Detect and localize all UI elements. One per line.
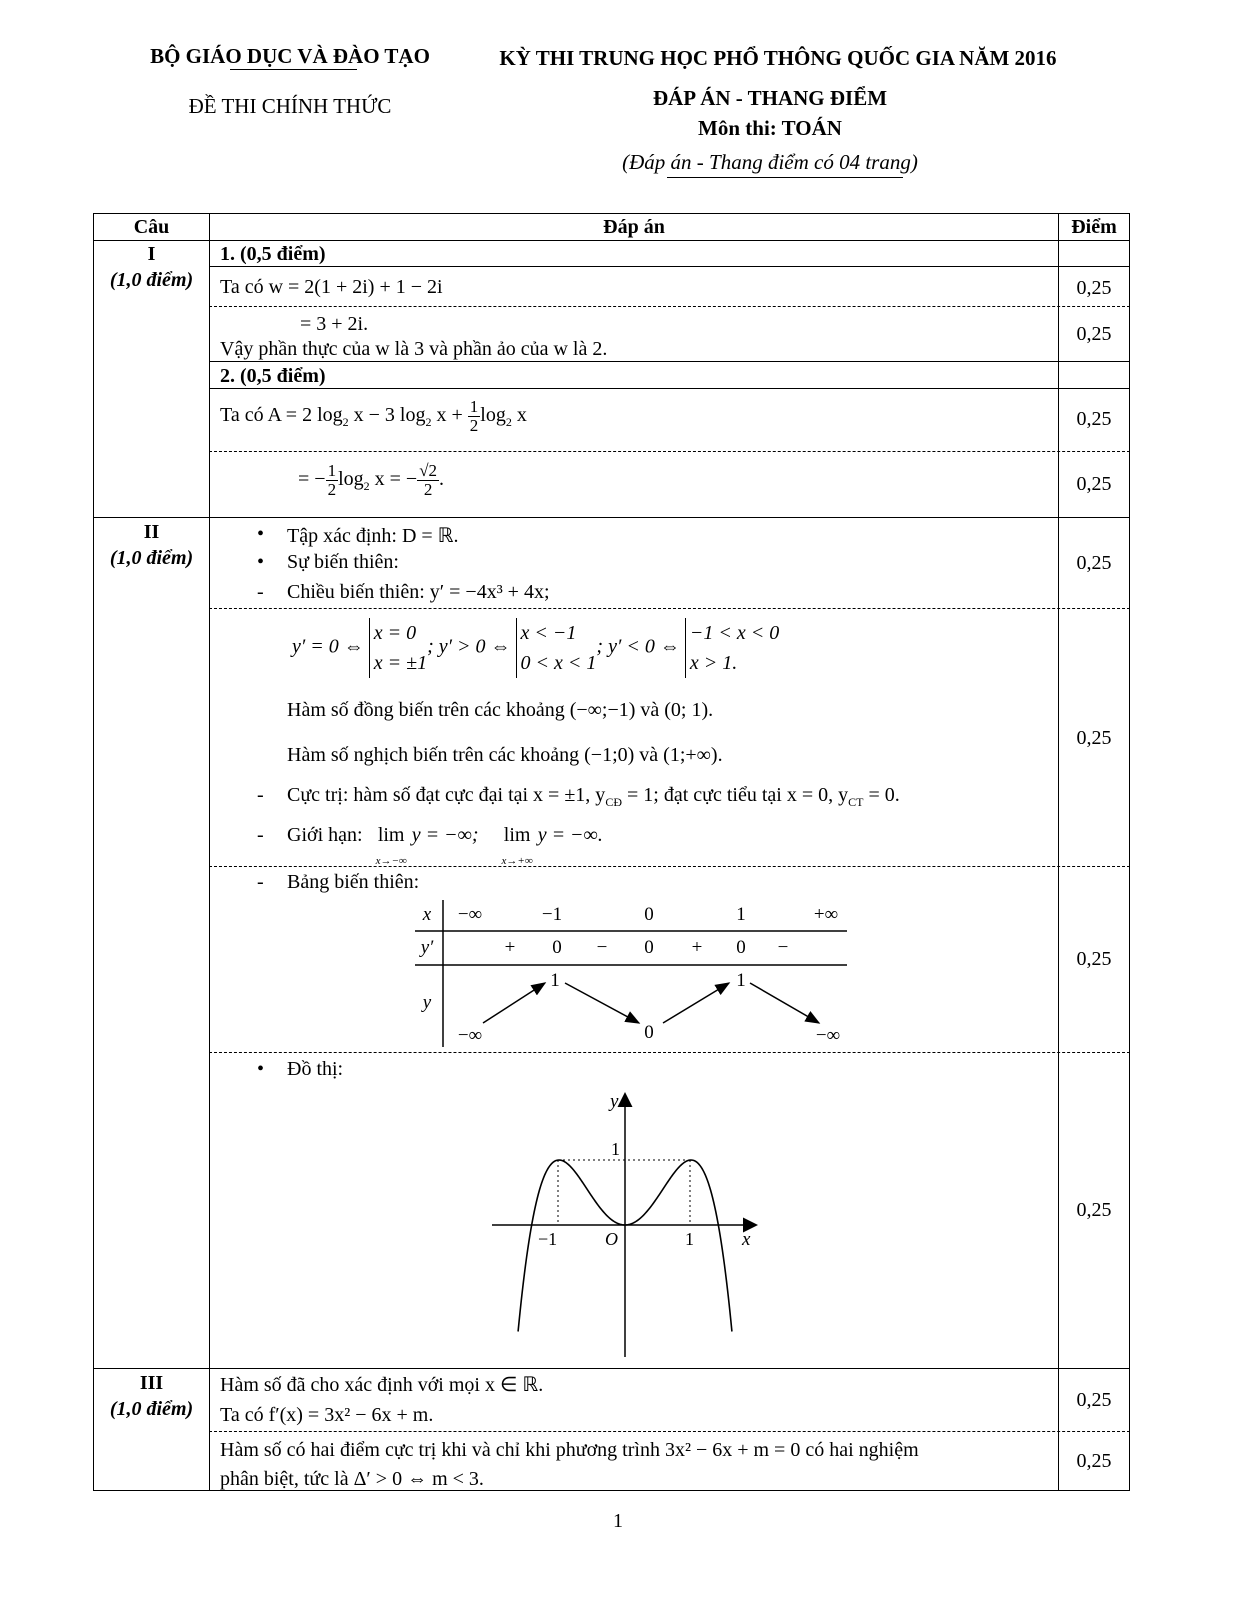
part1-line (209, 266, 1130, 267)
score-cell: 0,25 (1076, 948, 1112, 970)
q1-row1: Ta có w = 2(1 + 2i) + 1 − 2i (220, 276, 443, 298)
q3-row1b: Ta có f′(x) = 3x² − 6x + m. (220, 1404, 434, 1426)
score-cell: 0,25 (1076, 277, 1112, 299)
col-header-dapan: Đáp án (603, 216, 665, 238)
vt-y-value: 0 (644, 1022, 654, 1043)
score-cell: 0,25 (1076, 323, 1112, 345)
table-border-col2 (1058, 213, 1059, 1491)
table-top-line (93, 213, 1130, 214)
vt-yp-values (505, 937, 789, 958)
score-cell: 0,25 (1076, 473, 1112, 495)
q2-limits: - Giới hạn: lim x→−∞ y = −∞; lim x→+∞ y = −∞. (287, 824, 603, 870)
case-brace: −1 < x < 0 x > 1. (685, 618, 779, 678)
q2-extrema: - Cực trị: hàm số đạt cực đại tại x = ±1, $y_{CĐ} = 1$; đạt cực tiểu tại x = 0, $y_{CT} = 0$. (287, 784, 900, 810)
dashed-line (209, 1431, 1130, 1432)
part2-line (209, 388, 1130, 389)
vt-x-value: 1 (736, 904, 746, 925)
q2-direction: - Chiều biến thiên: y′ = −4x³ + 4x; (287, 581, 550, 604)
q3-row2a: Hàm số có hai điểm cực trị khi và chỉ khi phương trình 3x² − 6x + m = 0 có hai nghiệm (220, 1439, 919, 1461)
variation-table (405, 895, 855, 1050)
q2-graph-label: • Đồ thị: (287, 1058, 343, 1081)
page-note: (Đáp án - Thang điểm có 04 trang) (622, 150, 918, 174)
vt-y-values (458, 970, 840, 1046)
case-brace: x < −1 0 < x < 1 (516, 618, 597, 678)
vt-yp-value: − (777, 937, 789, 958)
exam-title: KỲ THI TRUNG HỌC PHỔ THÔNG QUỐC GIA NĂM 2016 (499, 46, 1057, 70)
tick-label-y1: 1 (611, 1139, 620, 1159)
vt-label-yp: y′ (420, 937, 434, 958)
table-border-col1 (209, 213, 210, 1491)
q2-decreasing: Hàm số nghịch biến trên các khoảng (−1;0) và (1;+∞). (287, 744, 723, 766)
table-border-left (93, 213, 94, 1491)
tick-label-x1: 1 (685, 1229, 694, 1249)
score-cell: 0,25 (1076, 1450, 1112, 1472)
part2-top-line (209, 361, 1130, 362)
score-cell: 0,25 (1076, 552, 1112, 574)
q1-row2b: Vậy phần thực của w là 3 và phần ảo của w là 2. (220, 338, 608, 360)
q3-points: (1,0 điểm) (109, 1398, 194, 1420)
vt-arrow-up (663, 983, 729, 1023)
table-border-right (1129, 213, 1130, 1491)
page-note-underline (667, 177, 903, 178)
vt-yp-value: + (691, 937, 703, 958)
subject-title: Môn thi: TOÁN (698, 116, 842, 140)
q1-row4: = − $\frac{1}{2}$ $\log_2 x$ = − $\frac{√2}{2}$ . (298, 461, 445, 499)
vt-y-value: 1 (736, 970, 746, 991)
dashed-line (209, 608, 1130, 609)
q1-row3: Ta có A = 2 $\log_2 x - 3$ $\log_2 x$ + $\frac{1}{2}$ $\log_2 x$ (220, 397, 527, 435)
vt-y-value: −∞ (457, 1025, 483, 1046)
vt-x-value: 0 (644, 904, 654, 925)
score-cell: 0,25 (1076, 727, 1112, 749)
score-cell: 0,25 (1076, 1199, 1112, 1221)
vt-y-value: 1 (550, 970, 560, 991)
function-graph (480, 1085, 780, 1365)
ministry-name: BỘ GIÁO DỤC VÀ ĐÀO TẠO (150, 44, 430, 68)
q1-part2-title: 2. (0,5 điểm) (220, 365, 326, 387)
q3-label: III (139, 1372, 164, 1394)
vt-arrow-down (565, 983, 639, 1023)
x-axis-label: x (742, 1229, 751, 1250)
header-bottom-line (93, 240, 1130, 241)
q3-row2b: phân biệt, tức là Δ′ > 0 ⇔ m < 3. (220, 1468, 484, 1490)
dashed-line (209, 451, 1130, 452)
score-cell: 0,25 (1076, 408, 1112, 430)
vt-yp-value: 0 (552, 937, 562, 958)
answer-title: ĐÁP ÁN - THANG ĐIỂM (652, 86, 888, 110)
vt-x-value: +∞ (813, 904, 839, 925)
q1-label: I (147, 243, 156, 265)
vt-arrow-down (750, 983, 819, 1023)
page-number: 1 (613, 1510, 623, 1532)
official-label: ĐỀ THI CHÍNH THỨC (188, 94, 392, 118)
q2-variation: • Sự biến thiên: (287, 551, 399, 574)
vt-yp-value: 0 (736, 937, 746, 958)
origin-label: O (605, 1229, 618, 1249)
vt-x-value: −∞ (457, 904, 483, 925)
dashed-line (209, 1052, 1130, 1053)
limit-1: lim x→−∞ (375, 824, 407, 867)
q2-points: (1,0 điểm) (109, 547, 194, 569)
y-axis-label: y (610, 1091, 619, 1112)
vt-x-value: −1 (541, 904, 563, 925)
q2-increasing: Hàm số đồng biến trên các khoảng (−∞;−1) và (0; 1). (287, 699, 714, 721)
vt-label-y: y (422, 992, 432, 1013)
fraction-half: $\frac{1}{2}$ (327, 461, 337, 499)
limit-2: lim x→+∞ (501, 824, 533, 867)
score-cell: 0,25 (1076, 1389, 1112, 1411)
col-header-diem: Điểm (1071, 216, 1117, 238)
q3-top-line (93, 1368, 1130, 1369)
vt-label-x: x (422, 904, 432, 925)
q2-table-label: - Bảng biến thiên: (287, 871, 419, 894)
q2-label: II (143, 521, 160, 543)
vt-x-values (458, 904, 838, 925)
fraction-half: $\frac{1}{2}$ (469, 397, 479, 435)
dashed-line (209, 306, 1130, 307)
fraction-sqrt2-half: $\frac{√2}{2}$ (419, 461, 438, 499)
vt-arrow-up (483, 983, 545, 1023)
q1-part1-title: 1. (0,5 điểm) (220, 243, 326, 265)
q2-domain: • Tập xác định: D = ℝ. (287, 523, 459, 548)
q1-row2a: = 3 + 2i. (300, 313, 369, 335)
q2-top-line (93, 517, 1130, 518)
q2-sign-analysis: y′ = 0 ⇔ x = 0 x = ±1; y′ > 0 ⇔ x < −1 0 < x < 1; y′ < 0 ⇔ −1 < x < 0 x > 1. (292, 618, 779, 678)
case-brace: x = 0 x = ±1 (369, 618, 427, 678)
vt-yp-value: + (504, 937, 516, 958)
vt-yp-value: − (596, 937, 608, 958)
tick-label-xneg1: −1 (538, 1229, 558, 1249)
vt-yp-value: 0 (644, 937, 654, 958)
col-header-cau: Câu (133, 216, 170, 238)
ministry-underline (230, 69, 357, 70)
vt-y-value: −∞ (815, 1025, 841, 1046)
q3-row1a: Hàm số đã cho xác định với mọi x ∈ ℝ. (220, 1374, 544, 1396)
q1-points: (1,0 điểm) (109, 269, 194, 291)
